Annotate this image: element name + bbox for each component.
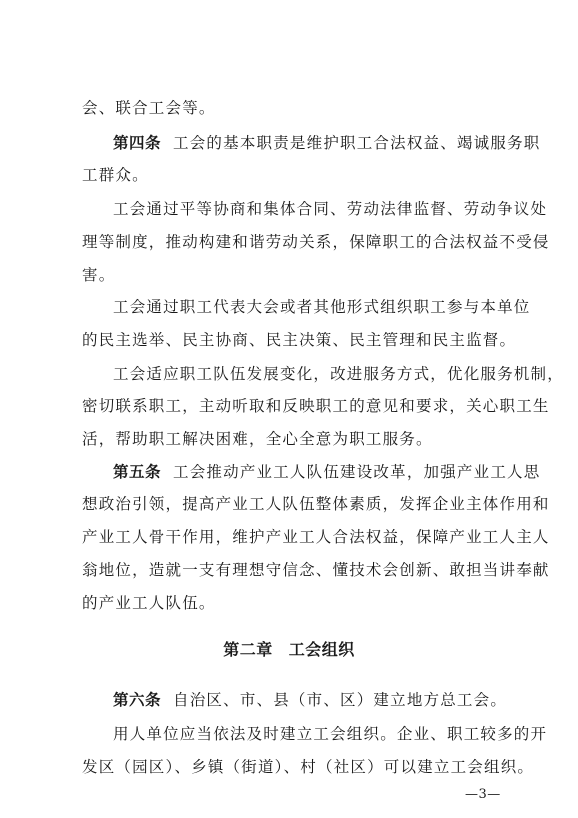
text-line: 工会通过平等协商和集体合同、劳动法律监督、劳动争议处: [113, 200, 548, 218]
article-5-heading: 第五条: [113, 463, 162, 481]
text-line: 的产业工人队伍。: [82, 594, 216, 612]
article-5-line: 第五条 工会推动产业工人队伍建设改革，加强产业工人思: [113, 463, 541, 481]
chapter-number: 第二章: [223, 640, 273, 659]
chapter-heading: [0, 640, 578, 660]
text-line: 工会通过职工代表大会或者其他形式组织职工参与本单位: [113, 298, 531, 316]
text-line: 翁地位，造就一支有理想守信念、懂技术会创新、敢担当讲奉献: [82, 561, 550, 579]
text-line: 密切联系职工，主动听取和反映职工的意见和要求，关心职工生: [82, 397, 550, 415]
text-line: 想政治引领，提高产业工人队伍整体素质，发挥企业主体作用和: [82, 495, 550, 513]
text-line: 产业工人骨干作用，维护产业工人合法权益，保障产业工人主人: [82, 528, 550, 546]
article-4-line: 第四条 工会的基本职责是维护职工合法权益、竭诚服务职: [113, 134, 541, 152]
text-line: 会、联合工会等。: [82, 99, 216, 117]
article-6-line: 第六条 自治区、市、县（市、区）建立地方总工会。: [113, 691, 508, 709]
text-line: 工会适应职工队伍发展变化，改进服务方式，优化服务机制，: [113, 365, 564, 383]
chapter-title: 工会组织: [288, 640, 355, 659]
article-6-heading: 第六条: [113, 691, 162, 709]
text-line: 的民主选举、民主协商、民主决策、民主管理和民主监督。: [82, 331, 517, 349]
text-line: 活，帮助职工解决困难，全心全意为职工服务。: [82, 430, 433, 448]
text-line: 害。: [82, 266, 116, 284]
text-line: 用人单位应当依法及时建立工会组织。企业、职工较多的开: [113, 725, 548, 743]
text-line: 工群众。: [82, 166, 149, 184]
text-line: 发区（园区）、乡镇（街道）、村（社区）可以建立工会组织。: [82, 758, 535, 776]
article-4-heading: 第四条: [113, 134, 162, 152]
page-number: —3—: [465, 787, 501, 802]
text-line: 理等制度，推动构建和谐劳动关系，保障职工的合法权益不受侵: [82, 233, 550, 251]
